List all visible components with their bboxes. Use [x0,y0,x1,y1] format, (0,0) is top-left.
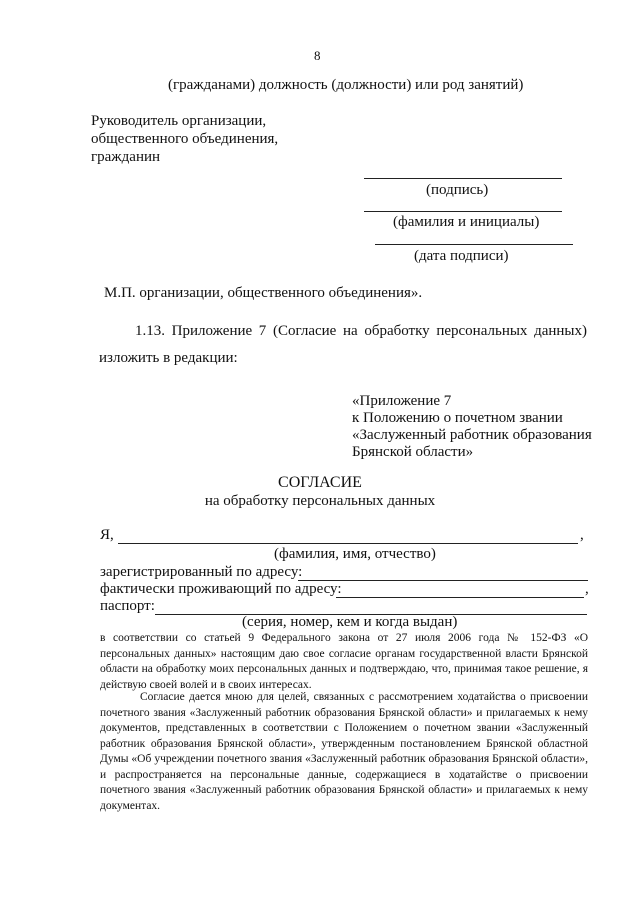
appendix-line-3: «Заслуженный работник образования [352,427,592,443]
name-line [364,211,562,212]
body-paragraph-2: Согласие дается мною для целей, связанных с рассмотрением ходатайства о присвоении почетного звания «Заслуженный работник образования Брянской области» и прилагаемых к нему документов, представленных в соответствии с Положением о почетном звании «Заслуженный работник образования Брянской области», утвержденным постановлением Брянской областной Думы «Об учреждении почетного звания «Заслуженный работник образования Брянской области», и распространяется на персональные данные, содержащиеся в ходатайстве о присвоении почетного звания «Заслуженный работник образования Брянской области» и прилагаемых к нему документах. [100,691,588,812]
consent-subtitle: на обработку персональных данных [204,493,436,509]
fio-field[interactable] [118,543,578,544]
i-end: , [580,527,584,543]
i-label: Я, [100,527,114,543]
passport-label: паспорт: [100,598,155,614]
consent-title: СОГЛАСИЕ [278,474,362,491]
name-caption: (фамилия и инициалы) [393,214,540,230]
page-number: 8 [314,48,321,63]
passport-caption: (серия, номер, кем и когда выдан) [242,614,458,630]
signature-line [364,178,562,179]
appendix-line-2: к Положению о почетном звании [352,410,563,426]
living-label: фактически проживающий по адресу: [100,581,342,597]
registered-label: зарегистрированный по адресу: [100,564,303,580]
appendix-line-1: «Приложение 7 [352,393,452,409]
fio-caption: (фамилия, имя, отчество) [274,546,436,562]
signatory-line-2: общественного объединения, [91,131,279,147]
seal-line: М.П. организации, общественного объединения». [104,285,423,301]
living-end: , [585,581,589,597]
clause-line-2: изложить в редакции: [99,350,238,366]
date-caption: (дата подписи) [414,248,509,264]
clause-line-1: 1.13. Приложение 7 (Согласие на обработку персональных данных) [135,323,587,339]
signatory-line-1: Руководитель организации, [91,113,267,129]
date-line [375,244,573,245]
signatory-line-3: гражданин [91,149,161,165]
body-paragraph-1: в соответствии со статьей 9 Федерального закона от 27 июля 2006 года № 152-ФЗ «О персональных данных» настоящим даю свое согласие органам государственной власти Брянской области на обработку моих персональных данных и подтверждаю, что, принимая такое решение, я действую своей волей и в своих интересах. [100,632,588,691]
appendix-line-4: Брянской области» [352,444,474,460]
occupation-caption: (гражданами) должность (должности) или род занятий) [168,77,524,93]
signature-caption: (подпись) [426,182,489,198]
living-address-field[interactable] [336,597,584,598]
